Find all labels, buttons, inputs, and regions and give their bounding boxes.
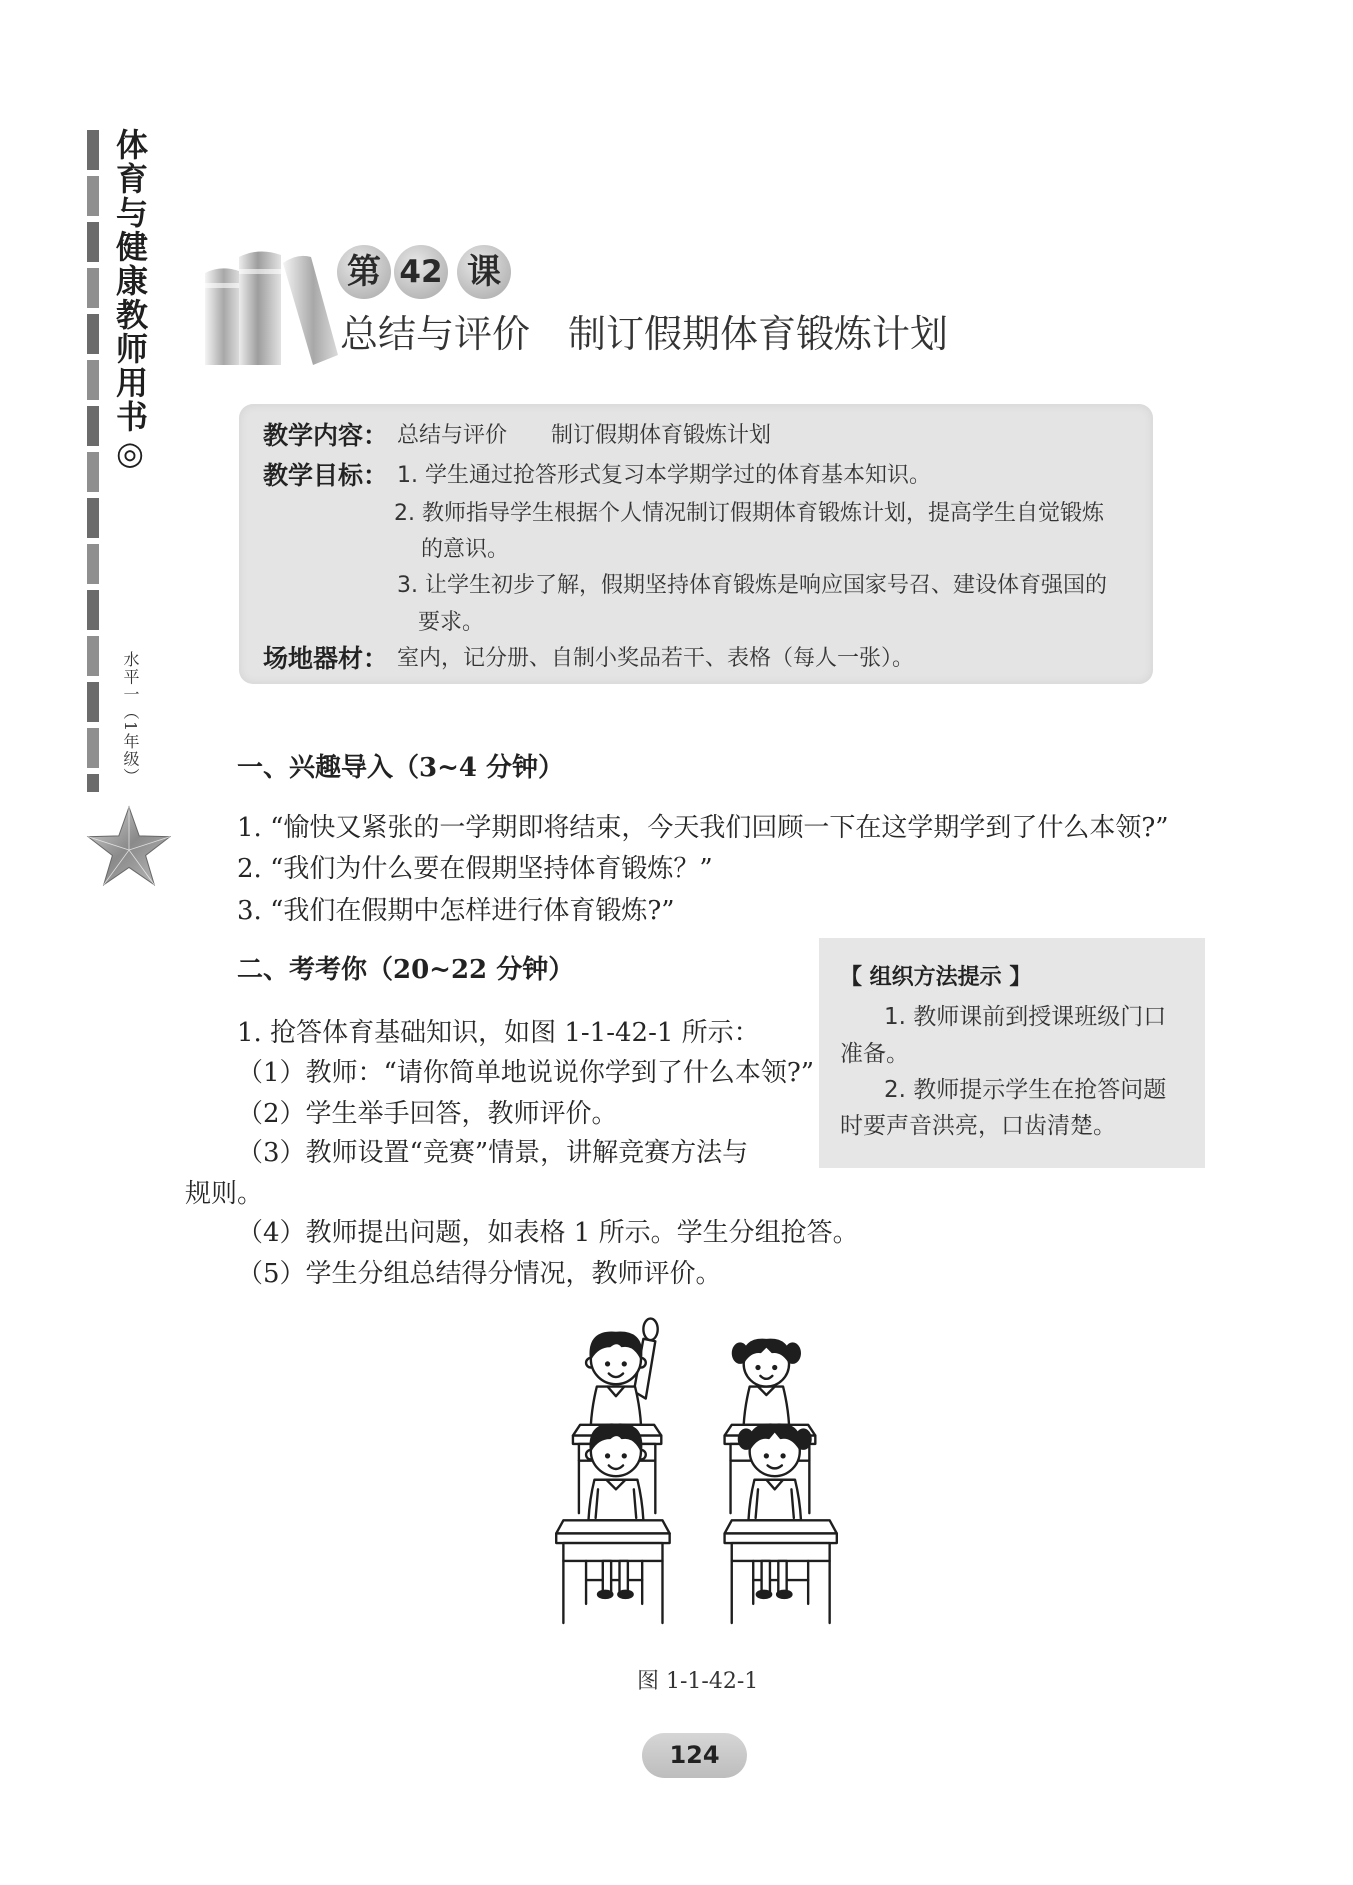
content-value: 总结与评价 制订假期体育锻炼计划 (397, 423, 772, 448)
goal-item-3: 3. 让学生初步了解，假期坚持体育锻炼是响应国家号召、建设体育强国的 (397, 573, 1107, 598)
tip-line-2-continued: 时要声音洪亮，口齿清楚。 (840, 1113, 1116, 1139)
grade-level: 水平一（1年级） (121, 651, 140, 786)
intro-line-3: 3. “我们在假期中怎样进行体育锻炼?” (237, 896, 675, 926)
lesson-suffix: 课 (457, 245, 511, 299)
quiz-line-4-continued: 规则。 (185, 1179, 264, 1209)
goal-item-3-continued: 要求。 (418, 610, 485, 635)
student-front-left (586, 1425, 646, 1521)
tip-line-2: 2. 教师提示学生在抢答问题 (884, 1077, 1167, 1103)
student-back-right (733, 1340, 800, 1425)
classroom-illustration (550, 1309, 849, 1629)
sidebar-stripe (87, 130, 99, 792)
quiz-line-6: （5）学生分组总结得分情况，教师评价。 (237, 1259, 722, 1289)
quiz-line-5: （4）教师提出问题，如表格 1 所示。学生分组抢答。 (237, 1218, 859, 1248)
quiz-line-3: （2）学生举手回答，教师评价。 (237, 1099, 618, 1129)
goal-item-1: 1. 学生通过抢答形式复习本学期学过的体育基本知识。 (397, 463, 931, 488)
goal-item-2-continued: 的意识。 (421, 537, 510, 562)
lesson-prefix: 第 (337, 245, 391, 299)
quiz-line-4: （3）教师设置“竞赛”情景，讲解竞赛方法与 (237, 1138, 749, 1168)
desk-front-left (556, 1520, 669, 1623)
tips-title: 【 组织方法提示 】 (840, 965, 1032, 990)
section-heading-quiz: 二、考考你（20~22 分钟） (237, 955, 575, 985)
tip-line-1: 1. 教师课前到授课班级门口 (884, 1004, 1167, 1030)
book-title: 体育与健康教师用书◎ (111, 128, 149, 474)
books-icon (203, 243, 338, 365)
lesson-title: 总结与评价 制订假期体育锻炼计划 (340, 312, 949, 356)
intro-line-2: 2. “我们为什么要在假期坚持体育锻炼？” (237, 854, 713, 884)
tip-line-1-continued: 准备。 (840, 1041, 909, 1067)
student-front-right (739, 1425, 811, 1521)
desk-front-right (725, 1520, 837, 1623)
section-heading-intro: 一、兴趣导入（3~4 分钟） (237, 753, 565, 783)
content-label: 教学内容： (263, 421, 389, 450)
lesson-number: 42 (394, 245, 448, 299)
figure-caption: 图 1-1-42-1 (637, 1669, 759, 1694)
goal-item-2: 2. 教师指导学生根据个人情况制订假期体育锻炼计划，提高学生自觉锻炼 (394, 501, 1104, 526)
page-number: 124 (642, 1733, 747, 1778)
equipment-value: 室内，记分册、自制小奖品若干、表格（每人一张）。 (397, 646, 915, 671)
equipment-label: 场地器材： (263, 644, 389, 673)
student-raising-hand (586, 1319, 658, 1425)
star-icon (84, 805, 174, 893)
goals-label: 教学目标： (263, 461, 389, 490)
quiz-line-1: 1. 抢答体育基础知识，如图 1-1-42-1 所示： (237, 1018, 760, 1048)
quiz-line-2: （1）教师：“请你简单地说说你学到了什么本领?” (237, 1058, 815, 1088)
intro-line-1: 1. “愉快又紧张的一学期即将结束，今天我们回顾一下在这学期学到了什么本领?” (237, 813, 1169, 843)
